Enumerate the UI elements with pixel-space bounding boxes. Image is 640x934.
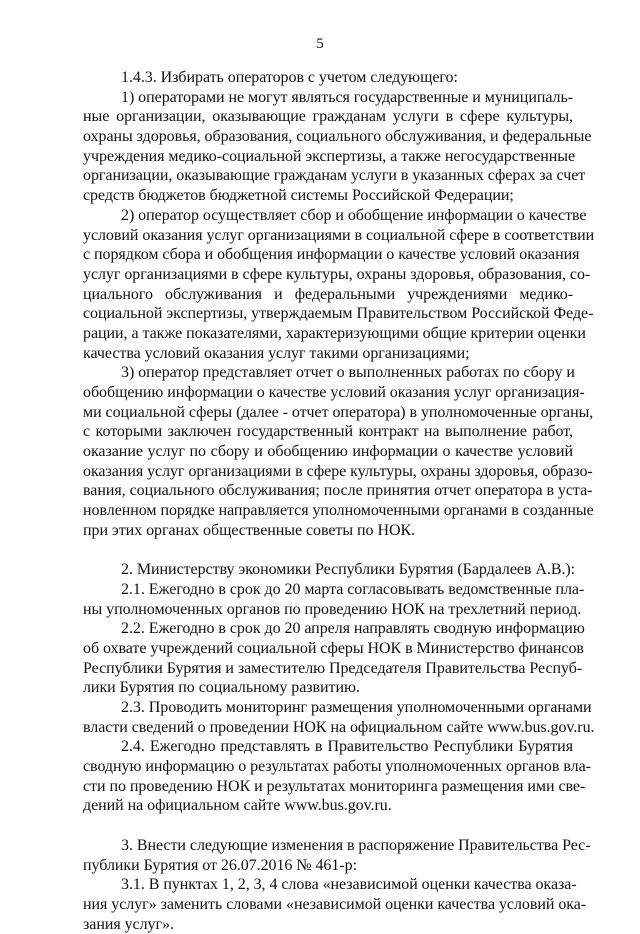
text-line: 2.2. Ежегодно в срок до 20 апреля направлять сводную информацию (121, 620, 585, 638)
text-line: учреждения медико-социальной экспертизы, а также негосударственные (83, 147, 576, 165)
text-line: оказания услуг организациями в сфере культуры, охраны здоровья, образо- (83, 462, 593, 480)
text-line: 2) оператор осуществляет сбор и обобщение информации о качестве (121, 206, 587, 224)
text-line: организации, оказывающие гражданам услуги в указанных сферах за счет (83, 167, 586, 185)
text-line: 1) операторами не могут являться государственные и муниципаль- (121, 88, 573, 106)
text-line: условий оказания услуг организациями в социальной сфере в соответствии (83, 226, 595, 244)
text-line: 1.4.3. Избирать операторов с учетом следующего: (121, 69, 458, 86)
text-line: публики Бурятия от 26.07.2016 № 461-р: (83, 856, 357, 874)
text-line: сводную информацию о результатах работы уполномоченных органов вла- (83, 758, 591, 776)
text-line: услуг организациями в сфере культуры, охраны здоровья, образования, со- (83, 265, 591, 283)
text-line: сти по проведению НОК и результатах мониторинга размещения ими све- (83, 777, 586, 795)
text-line: ния услуг» заменить словами «независимой оценки качества условий ока- (83, 895, 587, 913)
text-line: ми социальной сферы (далее - отчет оператора) в уполномоченные органы, (83, 403, 594, 421)
text-line: рации, а также показателями, характеризующими общие критерии оценки (83, 324, 586, 342)
text-line: дений на официальном сайте www.bus.gov.ru. (83, 797, 392, 815)
text-line: лики Бурятия по социальному развитию. (83, 679, 360, 697)
text-line: обобщению информации о качестве условий оказания услуг организация- (83, 384, 585, 401)
text-line: качества условий оказания услуг такими организациями; (83, 344, 470, 362)
page-number: 5 (316, 36, 324, 52)
text-line: средств бюджетов бюджетной системы Российской Федерации; (83, 187, 514, 205)
text-line: социальной экспертизы, утверждаемым Правительством Российской Феде- (83, 305, 594, 323)
text-line: Республики Бурятия и заместителю Председателя Правительства Респуб- (83, 659, 583, 677)
text-line: 2.4. Ежегодно представлять в Правительство Республики Бурятия (121, 738, 573, 756)
text-line: 3. Внести следующие изменения в распоряжение Правительства Рес- (121, 836, 591, 854)
document-body (83, 68, 595, 934)
text-line: оказание услуг по сбору и обобщению информации о качестве условий (83, 443, 573, 461)
text-line: об охвате учреждений социальной сферы НОК в Министерство финансов (83, 639, 584, 657)
text-line: ные организации, оказывающие гражданам услуги в сфере культуры, (83, 108, 573, 126)
text-line: 3) оператор представляет отчет о выполненных работах по сбору и (121, 364, 575, 382)
text-line: при этих органах общественные советы по НОК. (83, 521, 416, 539)
text-line: циального обслуживания и федеральными учреждениями медико- (83, 285, 573, 303)
text-line: власти сведений о проведении НОК на официальном сайте www.bus.gov.ru. (83, 718, 595, 736)
paragraph-gap (83, 541, 573, 561)
text-line: 2.1. Ежегодно в срок до 20 марта согласовывать ведомственные пла- (121, 580, 585, 598)
text-line: ны уполномоченных органов по проведению НОК на трехлетний период. (83, 600, 582, 618)
text-line: новленном порядке направляется уполномоченными органами в созданные (83, 502, 594, 520)
text-line: с которыми заключен государственный контракт на выполнение работ, (83, 423, 573, 441)
text-line: вания, социального обслуживания; после принятия отчет оператора в уста- (83, 482, 593, 500)
text-line: 3.1. В пунктах 1, 2, 3, 4 слова «независимой оценки качества оказа- (121, 876, 577, 894)
text-line: с порядком сбора и обобщения информации о качестве условий оказания (83, 246, 580, 264)
paragraph-gap (83, 816, 573, 836)
text-line: охраны здоровья, образования, социального обслуживания, и федеральные (83, 128, 592, 146)
text-line: зания услуг». (83, 915, 174, 933)
text-line: 2. Министерству экономики Республики Бурятия (Бардалеев А.В.): (121, 561, 576, 579)
text-line: 2.3. Проводить мониторинг размещения уполномоченными органами (121, 699, 592, 716)
